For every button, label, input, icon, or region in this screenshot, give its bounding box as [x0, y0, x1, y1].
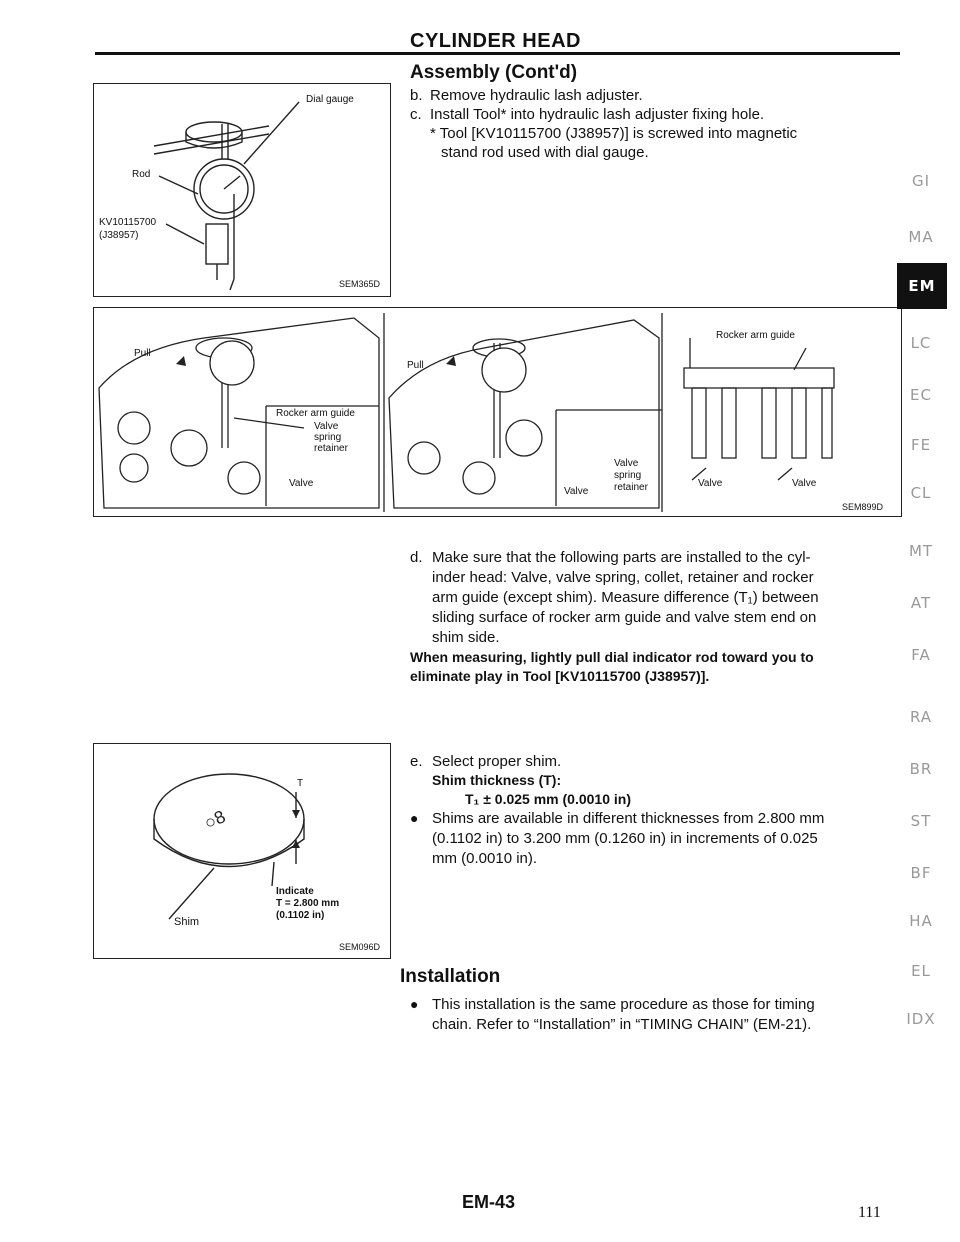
step-c-marker: c.: [410, 106, 422, 123]
label-tool-code: (J38957): [99, 230, 139, 241]
label-valve-middle-bottom: Valve: [564, 486, 589, 497]
label-valve-inset: Valve: [314, 421, 339, 432]
label-retainer-inset: retainer: [314, 443, 348, 454]
step-d-line-4: sliding surface of rocker arm guide and valve stem end on: [432, 609, 817, 626]
shim-thickness-value: T₁ ± 0.025 mm (0.0010 in): [465, 791, 631, 807]
step-b-marker: b.: [410, 87, 423, 104]
side-tab-idx[interactable]: IDX: [906, 1010, 936, 1028]
installation-line-2: chain. Refer to “Installation” in “TIMING CHAIN” (EM-21).: [432, 1016, 812, 1033]
label-spring-middle: spring: [614, 470, 642, 481]
label-spring-inset: spring: [314, 432, 342, 443]
step-c-note-2: stand rod used with dial gauge.: [441, 144, 649, 161]
step-e-marker: e.: [410, 753, 423, 770]
side-tab-cl[interactable]: CL: [910, 484, 932, 502]
warning-line-1: When measuring, lightly pull dial indicator rod toward you to: [410, 649, 814, 665]
side-tab-at[interactable]: AT: [910, 594, 932, 612]
dial-gauge-illustration: [94, 84, 390, 296]
page-number: 111: [858, 1204, 881, 1221]
step-d-marker: d.: [410, 549, 423, 566]
step-d-line-3: arm guide (except shim). Measure difference (T₁) between: [432, 589, 819, 606]
label-t-inch: (0.1102 in): [276, 910, 325, 921]
side-tab-st[interactable]: ST: [910, 812, 932, 830]
page-code: EM-43: [462, 1192, 516, 1212]
shim-illustration: [94, 744, 390, 958]
side-tab-el[interactable]: EL: [911, 962, 931, 980]
side-tab-ra[interactable]: RA: [909, 708, 933, 726]
shim-thickness-label: Shim thickness (T):: [432, 772, 562, 788]
figure-shim: [93, 743, 391, 959]
side-tab-lc[interactable]: LC: [910, 334, 932, 352]
label-pull-middle: Pull: [407, 360, 424, 371]
figure-code-sem096d: SEM096D: [339, 942, 381, 952]
side-tab-ec[interactable]: EC: [910, 386, 932, 404]
side-tab-ha[interactable]: HA: [909, 912, 933, 930]
shim-bullet-line-2: (0.1102 in) to 3.200 mm (0.1260 in) in increments of 0.025: [432, 830, 818, 847]
label-tool-number: KV10115700: [99, 217, 157, 228]
label-shim: Shim: [174, 916, 200, 928]
figure-code-sem365d: SEM365D: [339, 279, 381, 289]
label-shim-t: T: [297, 778, 304, 789]
step-c-note-1: * Tool [KV10115700 (J38957)] is screwed into magnetic: [430, 125, 798, 142]
label-retainer-middle: retainer: [614, 482, 648, 493]
header-rule: [95, 52, 900, 55]
label-rocker-arm-guide: Rocker arm guide: [716, 330, 795, 341]
label-dial-gauge: Dial gauge: [306, 94, 354, 105]
side-tab-em[interactable]: EM: [897, 263, 947, 309]
label-valve-right-1: Valve: [698, 478, 723, 489]
warning-line-2: eliminate play in Tool [KV10115700 (J38957)].: [410, 668, 710, 684]
svg-text:○8: ○8: [201, 806, 229, 834]
label-valve-right-2: Valve: [792, 478, 817, 489]
step-c-text: Install Tool* into hydraulic lash adjuster fixing hole.: [430, 106, 765, 123]
label-valve-inset-bottom: Valve: [289, 478, 314, 489]
label-rod: Rod: [132, 169, 151, 180]
figure-measurement: [93, 307, 902, 517]
step-d-line-2: inder head: Valve, valve spring, collet, retainer and rocker: [432, 569, 814, 586]
side-tab-fe[interactable]: FE: [910, 436, 932, 454]
section-title-assembly: Assembly (Cont'd): [410, 62, 578, 83]
step-d-line-5: shim side.: [432, 629, 500, 646]
side-tab-fa[interactable]: FA: [911, 646, 931, 664]
label-t-mm: T = 2.800 mm: [276, 898, 340, 909]
label-valve-middle: Valve: [614, 458, 639, 469]
figure-dial-gauge: [93, 83, 391, 297]
step-b-text: Remove hydraulic lash adjuster.: [430, 87, 643, 104]
side-tab-mt[interactable]: MT: [908, 542, 934, 560]
bullet-icon: ●: [410, 996, 419, 1012]
bullet-icon: ●: [410, 810, 419, 826]
side-tab-gi[interactable]: GI: [911, 172, 931, 190]
side-tab-br[interactable]: BR: [909, 760, 933, 778]
step-e-text: Select proper shim.: [432, 753, 562, 770]
figure-code-sem899d: SEM899D: [842, 502, 884, 512]
shim-bullet-line-1: Shims are available in different thicknesses from 2.800 mm: [432, 810, 825, 827]
section-title-installation: Installation: [400, 966, 501, 987]
page-header-title: CYLINDER HEAD: [410, 30, 581, 52]
installation-line-1: This installation is the same procedure as those for timing: [432, 996, 815, 1013]
label-rocker-arm-guide-inset: Rocker arm guide: [276, 408, 355, 419]
side-tab-bf[interactable]: BF: [910, 864, 932, 882]
step-d-line-1: Make sure that the following parts are installed to the cyl-: [432, 549, 811, 566]
side-tab-ma[interactable]: MA: [908, 228, 934, 246]
label-indicate: Indicate: [276, 886, 314, 897]
label-pull-left: Pull: [134, 348, 151, 359]
shim-bullet-line-3: mm (0.0010 in).: [432, 850, 538, 867]
